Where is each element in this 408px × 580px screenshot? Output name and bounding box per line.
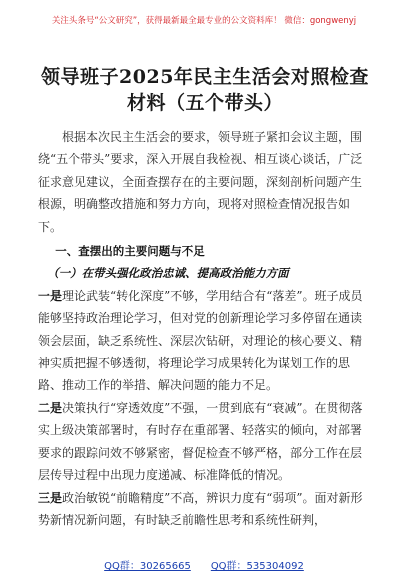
qq-group-1: QQ群：30265665 [104, 561, 191, 572]
paragraph [38, 285, 370, 397]
paragraph-text: 理论武装“转化深度”不够，学用结合有“落差”。班子成员能够坚持政治理论学习，但对党的创新理论学习多停留在通读领会层面，缺乏系统性、深层次钻研，对理论的核心要义、精神实质把握不够透彻，将理论学习成果转化为谋划工作的思路、推动工作的举措、解决问题的能力不足。 [38, 288, 363, 393]
paragraph-lead: 二是 [38, 400, 63, 415]
document-title: 领导班子2025年民主生活会对照检查材料（五个带头） [41, 66, 369, 114]
paragraph [38, 487, 370, 532]
document-body [38, 126, 370, 531]
paragraph [38, 397, 370, 487]
header-notice: 关注头条号“公文研究”，获得最新最全最专业的公文资料库！ 微信：gongwenyj [51, 16, 357, 26]
paragraph-text: 政治敏锐“前瞻精度”不高，辨识力度有“弱项”。面对新形势新情况新问题，有时缺乏前瞻性思考和系统性研判， [38, 490, 363, 527]
paragraph-text: 决策执行“穿透效度”不强，一贯到底有“衰减”。在贯彻落实上级决策部署时，有时存在重部署、轻落实的倾向，对部署要求的跟踪问效不够紧密，督促检查不够严格，部分工作在层层传导过程中出现力度递减、标准降低的情况。 [38, 400, 363, 483]
section-heading: 一、查摆出的主要问题与不足 [55, 244, 205, 259]
subsection-heading: （一）在带头强化政治忠诚、提高政治能力方面 [47, 266, 289, 281]
intro-paragraph: 根据本次民主生活会的要求，领导班子紧扣会议主题，围绕“五个带头”要求，深入开展自我检视、相互谈心谈话，广泛征求意见建议，全面查摆存在的主要问题，深刻剖析问题产生根源，明确整改措施和努力方向，现将对照检查情况报告如下。 [38, 130, 363, 234]
paragraph-lead: 一是 [38, 288, 63, 303]
paragraph-lead: 三是 [38, 490, 63, 505]
qq-group-2: QQ群：535304092 [210, 561, 304, 572]
footer [0, 557, 408, 572]
